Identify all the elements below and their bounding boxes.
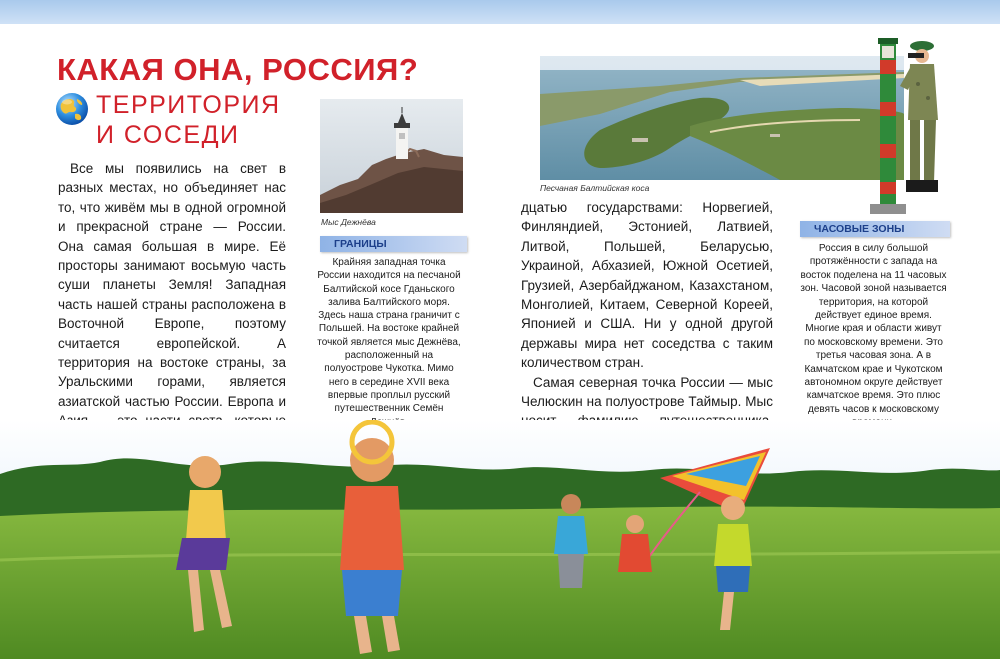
- border-guard-illustration: [870, 32, 950, 218]
- globe-icon: [55, 92, 89, 126]
- top-color-band: [0, 0, 1000, 24]
- time-zones-text: Россия в силу большой протяжённости с запада на восток поделена на 11 часовых зон. Часовой зоной называется территория, на которой действует единое время. Многие края и области живут по московскому времени. Это третья часовая зона. А в Камчатском крае и Чукотском автономном округе действует камчатское время. Это плюс девять часов к московскому: [800, 243, 947, 415]
- section-title-line-2: И СОСЕДИ: [96, 121, 240, 149]
- cape-photo-caption: Мыс Дежнёва: [321, 217, 376, 227]
- page-title: КАКАЯ ОНА, РОССИЯ?: [57, 52, 419, 87]
- extreme-points-paragraph: Самая северная точка России — мыс Челюскин на полуострове Таймыр. Мыс: [521, 374, 773, 410]
- children-meadow-photo: [0, 420, 1000, 659]
- spit-photo-caption: Песчаная Балтийская коса: [540, 183, 650, 193]
- section-title: [96, 90, 281, 150]
- borders-label: ГРАНИЦЫ: [320, 236, 467, 252]
- intro-text: Все мы появились на свет в разных местах, но объединяет нас то, что живём мы в одной огромной и прекрасной стране — России. Она самая большая в мире. Её просторы занимают восьмую часть суши планеты Земля! Западная часть нашей страны расположена в Восточной Европе, поэтому считается европейской. А территория на востоке страны, за Уральскими горами, является азиатской частью России. Европа и: [58, 161, 286, 409]
- time-zones-label: ЧАСОВЫЕ ЗОНЫ: [800, 221, 950, 237]
- baltic-spit-photo: [540, 56, 904, 180]
- section-title-line-1: ТЕРРИТОРИЯ: [96, 91, 281, 119]
- borders-text: Крайняя западная точка России находится на песчаной Балтийской косе Гданьского залива Балтийского моря. Здесь наша страна граничит с Польшей. На востоке крайней точкой является мыс Дежнёва, расположенный на полуострове Чукотка. Мимо него в середине XVII века впервые проплыл русский путешественник Семён: [317, 257, 461, 415]
- neighbors-paragraph: дцатью государствами: Норвегией, Финляндией, Эстонией, Латвией, Литвой, Польшей, Беларусью, Украиной, Абхазией, Южной Осетией, Грузией, Азербайджаном, Казахстаном, Монголией, Китаем, Северной Кореей, Японией и США. Ни у одной другой державы мира нет соседства с таким количеством стран.: [521, 200, 773, 371]
- cape-dezhnev-photo: [320, 99, 463, 213]
